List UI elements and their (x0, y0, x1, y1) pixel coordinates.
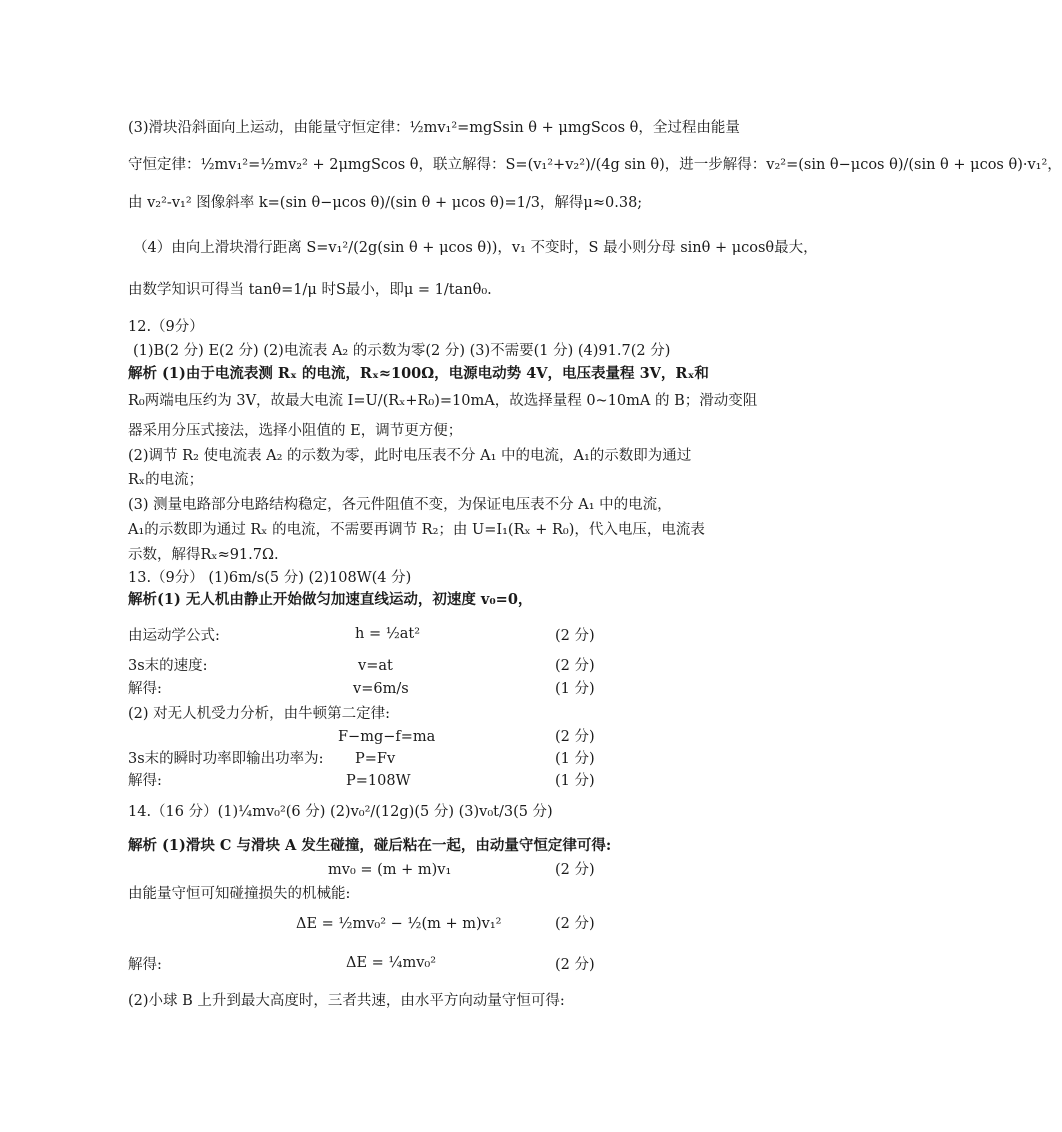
text-line: 示数，解得Rₓ≈91.7Ω. (128, 547, 279, 563)
text-line: （4）由向上滑块滑行距离 S=v₁²/(2g(sin θ + μcos θ))，v₁ 不变时，S 最小则分母 sinθ + μcosθ最大， (133, 240, 818, 256)
question-number: 13.（9分） (1)6m/s(5 分) (2)108W(4 分) (128, 570, 412, 586)
step-label: 解得: (128, 773, 162, 789)
score: (1 分) (555, 681, 595, 697)
text-line: A₁的示数即为通过 Rₓ 的电流，不需要再调节 R₂；由 U=I₁(Rₓ + R₀)，代入电压，电流表 (128, 522, 705, 538)
analysis-line: 解析 (1)滑块 C 与滑块 A 发生碰撞，碰后粘在一起，由动量守恒定律可得: (128, 837, 612, 854)
formula: v=at (358, 658, 393, 674)
formula: ΔE = ½mv₀² − ½(m + m)v₁² (296, 916, 502, 932)
text-line: (3)滑块沿斜面向上运动，由能量守恒定律：½mv₁²=mgSsin θ + μmgScos θ，全过程由能量 (128, 120, 740, 136)
score: (2 分) (555, 658, 595, 674)
question-number: 14.（16 分）(1)¼mv₀²(6 分) (2)v₀²/(12g)(5 分) (3)v₀t/3(5 分) (128, 804, 553, 820)
text-line: (2) 对无人机受力分析，由牛顿第二定律: (128, 706, 391, 722)
text-line: (3) 测量电路部分电路结构稳定，各元件阻值不变，为保证电压表不分 A₁ 中的电流， (128, 497, 672, 513)
step-label: 3s末的速度: (128, 658, 208, 674)
text-line: R₀两端电压约为 3V，故最大电流 I=U/(Rₓ+R₀)=10mA，故选择量程 0~10mA 的 B；滑动变阻 (128, 393, 758, 409)
formula: v=6m/s (353, 681, 409, 697)
text-line: (2)小球 B 上升到最大高度时，三者共速，由水平方向动量守恒可得: (128, 993, 565, 1009)
score: (2 分) (555, 957, 595, 973)
text-line: 由 v₂²-v₁² 图像斜率 k=(sin θ−μcos θ)/(sin θ + μcos θ)=1/3，解得μ≈0.38; (128, 195, 643, 211)
step-label: 解得: (128, 681, 162, 697)
text-line: 守恒定律：½mv₁²=½mv₂² + 2μmgScos θ，联立解得：S=(v₁²+v₂²)/(4g sin θ)，进一步解得：v₂²=(sin θ−μcos θ)/(sin θ + μcos θ)·v₁²， (128, 157, 1062, 173)
answer-line: (1)B(2 分) E(2 分) (2)电流表 A₂ 的示数为零(2 分) (3)不需要(1 分) (4)91.7(2 分) (133, 343, 671, 359)
formula: h = ½at² (355, 626, 421, 642)
question-number: 12.（9分） (128, 319, 204, 335)
text-line: 由能量守恒可知碰撞损失的机械能: (128, 886, 351, 902)
step-label: 3s末的瞬时功率即输出功率为: (128, 751, 324, 767)
analysis-line: 解析(1) 无人机由静止开始做匀加速直线运动，初速度 v₀=0， (128, 591, 533, 608)
score: (1 分) (555, 751, 595, 767)
score: (2 分) (555, 729, 595, 745)
formula: P=Fv (355, 751, 396, 767)
formula: P=108W (346, 773, 411, 789)
step-label: 由运动学公式: (128, 628, 220, 644)
formula: mv₀ = (m + m)v₁ (328, 862, 452, 878)
analysis-line: 解析 (1)由于电流表测 Rₓ 的电流，Rₓ≈100Ω，电源电动势 4V，电压表量程 3V，Rₓ和 (128, 365, 709, 382)
text-line: 器采用分压式接法，选择小阻值的 E，调节更方便； (128, 423, 463, 439)
text-line: Rₓ的电流； (128, 472, 204, 488)
score: (1 分) (555, 773, 595, 789)
text-line: 由数学知识可得当 tanθ=1/μ 时S最小，即μ = 1/tanθ₀. (128, 282, 492, 298)
formula: F−mg−f=ma (338, 729, 436, 745)
formula: ΔE = ¼mv₀² (346, 955, 437, 971)
score: (2 分) (555, 916, 595, 932)
score: (2 分) (555, 628, 595, 644)
text-line: (2)调节 R₂ 使电流表 A₂ 的示数为零，此时电压表不分 A₁ 中的电流，A₁的示数即为通过 (128, 448, 692, 464)
step-label: 解得: (128, 957, 162, 973)
score: (2 分) (555, 862, 595, 878)
